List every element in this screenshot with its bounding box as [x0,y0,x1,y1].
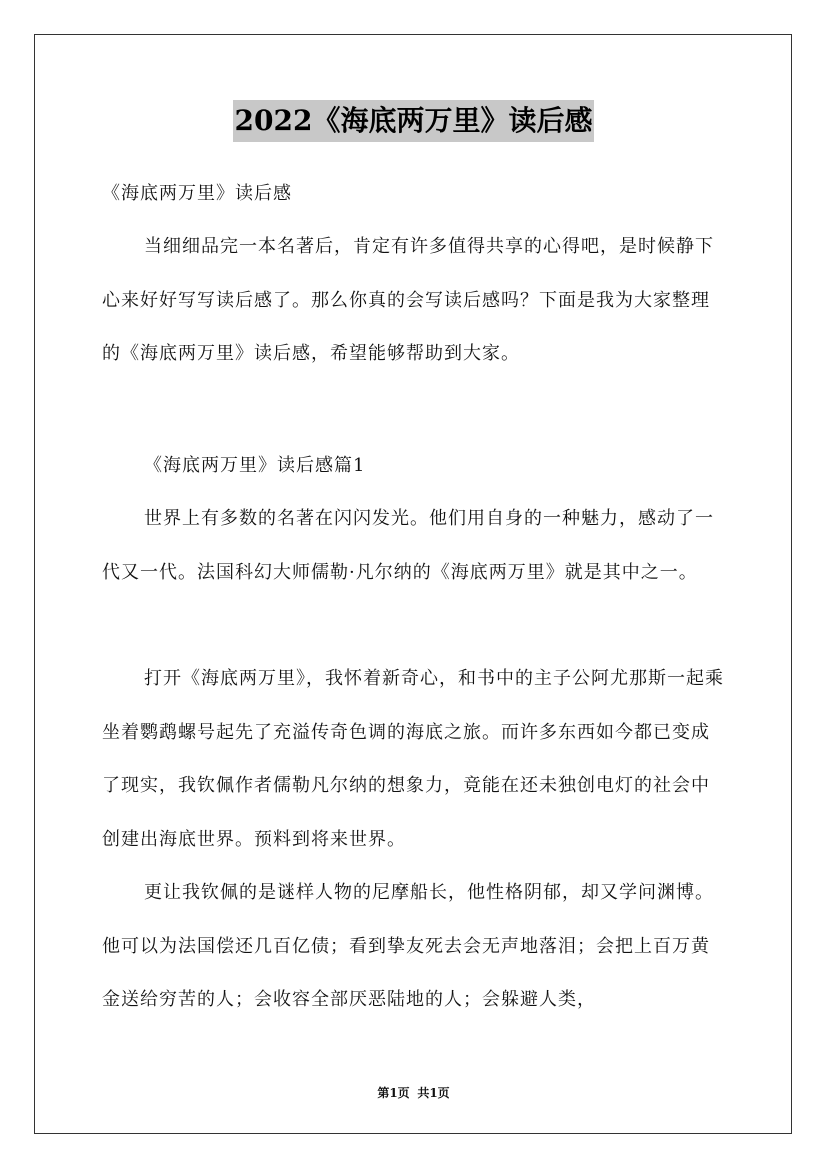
document-subtitle: 《海底两万里》读后感 [102,183,292,204]
intro-paragraph: 当细细品完一本名著后，肯定有许多值得共享的心得吧，是时候静下心来好好写写读后感了。那么你真的会写读后感吗？下面是我为大家整理的《海底两万里》读后感，希望能够帮助到大家。 [102,236,714,364]
paragraph-2: 打开《海底两万里》，我怀着新奇心，和书中的主子公阿尤那斯一起乘坐着鹦鹉螺号起先了充溢传奇色调的海底之旅。而许多东西如今都已变成了现实，我钦佩作者儒勒凡尔纳的想象力，竟能在还未独创电灯的社会中创建出海底世界。预料到将来世界。 [102,668,724,850]
title-container [0,100,827,142]
page-footer [0,1084,827,1101]
section-heading: 《海底两万里》读后感篇1 [144,455,366,476]
page-number: 第1页 [377,1086,410,1100]
paragraph-1: 世界上有多数的名著在闪闪发光。他们用自身的一种魅力，感动了一代又一代。法国科幻大师儒勒·凡尔纳的《海底两万里》就是其中之一。 [102,508,714,583]
paragraph-3: 更让我钦佩的是谜样人物的尼摩船长，他性格阴郁，却又学问渊博。他可以为法国偿还几百亿债；看到挚友死去会无声地落泪；会把上百万黄金送给穷苦的人；会收容全部厌恶陆地的人；会躲避人类， [102,882,714,1010]
page-total: 共1页 [417,1086,450,1100]
document-title: 2022《海底两万里》读后感 [233,100,595,142]
